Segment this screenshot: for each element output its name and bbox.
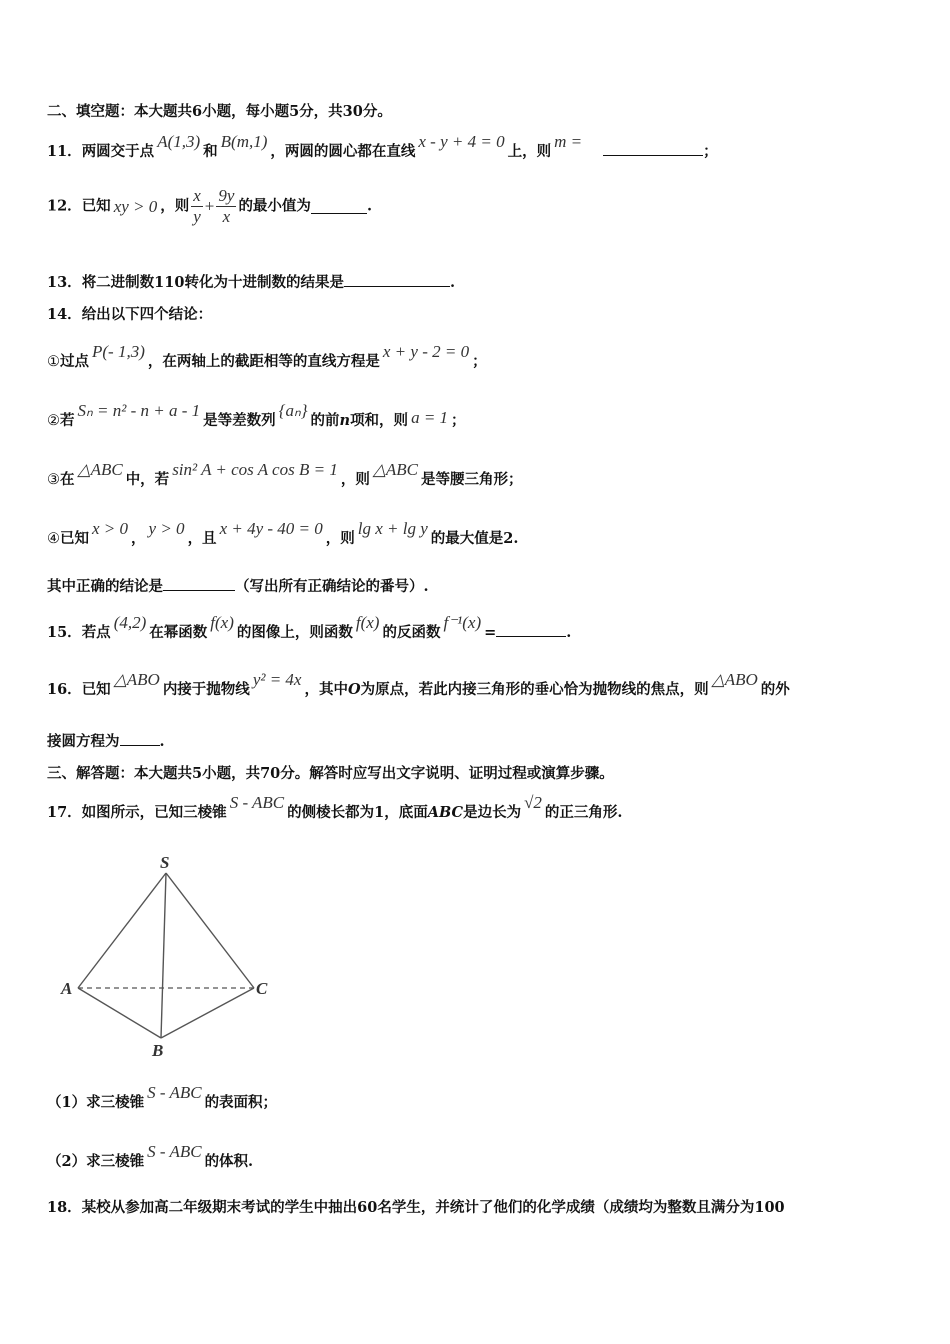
q15-text-1: 若点	[81, 624, 111, 641]
section-2-heading: 二、填空题：本大题共6小题，每小题5分，共30分。	[47, 103, 392, 120]
q11-m-expr: m =	[554, 132, 583, 151]
q17-text-2: 的侧棱长都为1，底面	[287, 804, 428, 821]
q12-number: 12．	[47, 197, 82, 215]
q14-s4-y-cond: y > 0	[148, 519, 185, 538]
q18-number: 18．	[47, 1199, 82, 1216]
q14-s2-text-4: 项和，则	[350, 412, 409, 429]
vertex-label-b: B	[152, 1041, 164, 1060]
q15-equals: =	[484, 624, 497, 641]
q17-base-abc: ABC	[427, 804, 464, 821]
question-18	[47, 1199, 785, 1217]
q11-text-4: 上，则	[507, 143, 552, 160]
q14-s4-text-1: 已知	[60, 530, 89, 547]
q14-s1-end: ；	[472, 353, 487, 370]
q12-frac2-numerator: 9y	[218, 186, 235, 205]
q15-end: .	[566, 624, 572, 641]
pyramid-figure	[55, 848, 285, 1063]
question-15	[47, 613, 572, 642]
q14-statement-1	[47, 342, 487, 371]
q11-point-a: A(1,3)	[157, 132, 201, 151]
q14-s3-mark: ③	[47, 472, 60, 488]
q14-s2-mark: ②	[47, 413, 60, 429]
q14-s3-text-4: 是等腰三角形；	[421, 471, 523, 488]
q14-s2-a-value: a = 1	[411, 408, 449, 427]
q14-s4-equation: x + 4y - 40 = 0	[219, 519, 323, 538]
q14-statement-3	[47, 460, 523, 489]
q12-frac1-denominator: y	[193, 207, 201, 226]
q17-text-4: 的正三角形.	[544, 804, 623, 821]
q16-origin-o: O	[347, 681, 361, 698]
edge-bc	[161, 988, 254, 1038]
q17-p1-rest: 的表面积；	[204, 1094, 278, 1111]
vertex-label-a: A	[61, 979, 73, 998]
q14-answer-line	[47, 576, 429, 596]
q12-text-2: ，则	[160, 197, 190, 215]
q11-end: ；	[703, 143, 718, 160]
q14-s1-text-2: ，在两轴上的截距相等的直线方程是	[147, 353, 380, 370]
q17-p2-pyramid: S - ABC	[147, 1142, 202, 1161]
q16-text-3: ，其中	[304, 681, 348, 698]
q15-inverse-function: f⁻¹(x)	[443, 613, 482, 632]
q16-parabola: y² = 4x	[252, 670, 302, 689]
section-3-heading: 三、解答题：本大题共5小题，共70分。解答时应写出文字说明、证明过程或演算步骤。	[47, 765, 614, 782]
question-17	[47, 793, 623, 822]
q12-frac2-denominator: x	[222, 207, 231, 226]
q14-s4-text-3: ，则	[325, 530, 355, 547]
q12-fraction-9y-over-x	[216, 186, 236, 227]
edge-sc	[166, 873, 254, 988]
q16-text-1: 已知	[81, 681, 111, 698]
q14-s2-n: n	[339, 412, 351, 429]
q14-statement-2	[47, 401, 466, 430]
question-13	[47, 272, 455, 292]
q14-tail-text: 其中正确的结论是	[47, 578, 163, 595]
q18-text: 某校从参加高二年级期末考试的学生中抽出60名学生，并统计了他们的化学成绩（成绩均为整数且满分为100	[81, 1199, 785, 1216]
q14-s2-sum-formula: Sₙ = n² - n + a - 1	[77, 401, 201, 420]
q14-s1-equation: x + y - 2 = 0	[382, 342, 470, 361]
q15-text-4: 的反函数	[382, 624, 441, 641]
q15-function: f(x)	[210, 613, 234, 632]
q14-s4-text-4: 的最大值是2.	[430, 530, 519, 547]
q14-tail-end: （写出所有正确结论的番号）.	[235, 578, 429, 595]
q11-text-1: 两圆交于点	[81, 143, 155, 160]
q14-s4-x-cond: x > 0	[92, 519, 129, 538]
question-16-line-2	[47, 731, 165, 751]
q14-s3-text-1: 在	[60, 471, 75, 488]
q16-triangle: △ABO	[113, 670, 160, 689]
vertex-label-s: S	[160, 853, 170, 872]
q14-s1-mark: ①	[47, 354, 60, 370]
q11-point-b: B(m,1)	[220, 132, 268, 151]
q14-s3-triangle: △ABC	[77, 460, 123, 479]
q14-s2-text-2: 是等差数列	[203, 412, 276, 429]
edge-ab	[78, 988, 161, 1038]
q14-s4-mark: ④	[47, 531, 60, 547]
q15-function-2: f(x)	[355, 613, 380, 632]
q14-s4-log-expr: lg x + lg y	[357, 519, 428, 538]
edge-sa	[78, 873, 166, 988]
q17-p2-label: （2）求三棱锥	[47, 1153, 145, 1170]
q16-text-2: 内接于抛物线	[162, 681, 250, 698]
q17-part-2	[47, 1142, 254, 1171]
q15-point: (4,2)	[113, 613, 147, 632]
q17-text-1: 如图所示，已知三棱锥	[81, 804, 227, 821]
q12-plus: +	[204, 196, 215, 216]
vertex-label-c: C	[256, 979, 268, 998]
q12-condition: xy > 0	[113, 196, 158, 216]
q16-text-4: 为原点，若此内接三角形的垂心恰为抛物线的焦点，则	[360, 681, 709, 698]
q14-answer-blank[interactable]	[163, 576, 235, 591]
q14-s3-text-3: ，则	[340, 471, 370, 488]
q13-text: 将二进制数110转化为十进制数的结果是	[81, 274, 344, 291]
question-11	[47, 132, 718, 161]
q16-answer-blank[interactable]	[120, 731, 160, 746]
q14-s1-text-1: 过点	[60, 353, 89, 370]
q12-text-3: 的最小值为	[238, 197, 311, 215]
q13-end: .	[449, 274, 456, 291]
q14-statement-4	[47, 519, 519, 548]
question-14	[47, 306, 212, 324]
q17-sqrt2: √2	[524, 793, 542, 812]
q15-answer-blank[interactable]	[496, 622, 566, 637]
q17-p2-rest: 的体积.	[204, 1153, 254, 1170]
q12-answer-blank[interactable]	[311, 199, 367, 214]
q11-number: 11．	[47, 143, 82, 160]
q14-s2-sequence: {aₙ}	[278, 401, 308, 420]
question-12	[47, 186, 372, 227]
q11-text-3: ，两圆的圆心都在直线	[270, 143, 416, 160]
q13-answer-blank[interactable]	[344, 272, 450, 287]
q14-s3-triangle-2: △ABC	[372, 460, 419, 479]
q11-answer-blank[interactable]	[603, 141, 703, 156]
q14-text: 给出以下四个结论：	[81, 306, 213, 323]
q14-s4-text-2: ，且	[187, 530, 217, 547]
q17-p1-pyramid: S - ABC	[147, 1083, 202, 1102]
q17-p1-label: （1）求三棱锥	[47, 1094, 145, 1111]
q17-part-1	[47, 1083, 278, 1112]
q16-line2-text: 接圆方程为	[47, 733, 120, 750]
q14-s2-text-3: 的前	[310, 412, 340, 429]
q14-s1-point: P(- 1,3)	[92, 342, 145, 361]
q15-text-2: 在幂函数	[149, 624, 208, 641]
q17-pyramid: S - ABC	[229, 793, 285, 812]
q16-text-5: 的外	[760, 681, 790, 698]
q16-number: 16．	[47, 681, 82, 698]
q14-s3-equation: sin² A + cos A cos B = 1	[172, 460, 338, 479]
q16-triangle-2: △ABO	[711, 670, 758, 689]
q17-number: 17．	[47, 804, 82, 821]
q12-text-1: 已知	[81, 197, 111, 215]
q11-line-equation: x - y + 4 = 0	[418, 132, 505, 151]
q14-number: 14．	[47, 306, 82, 323]
q14-s2-end: ；	[451, 412, 466, 429]
q12-frac1-numerator: x	[193, 186, 201, 205]
q13-number: 13．	[47, 274, 82, 291]
question-16	[47, 670, 790, 699]
q11-text-2: 和	[203, 143, 218, 160]
edge-sb	[161, 873, 166, 1038]
q14-s4-comma: ，	[131, 530, 146, 547]
q15-number: 15．	[47, 624, 82, 641]
q12-fraction-x-over-y	[191, 186, 203, 227]
q15-text-3: 的图像上，则函数	[236, 624, 353, 641]
q14-s3-text-2: 中，若	[125, 471, 170, 488]
q17-text-3: 是边长为	[463, 804, 522, 821]
q14-s2-text-1: 若	[60, 412, 75, 429]
q12-end: .	[366, 197, 372, 215]
q16-end: .	[159, 733, 165, 750]
